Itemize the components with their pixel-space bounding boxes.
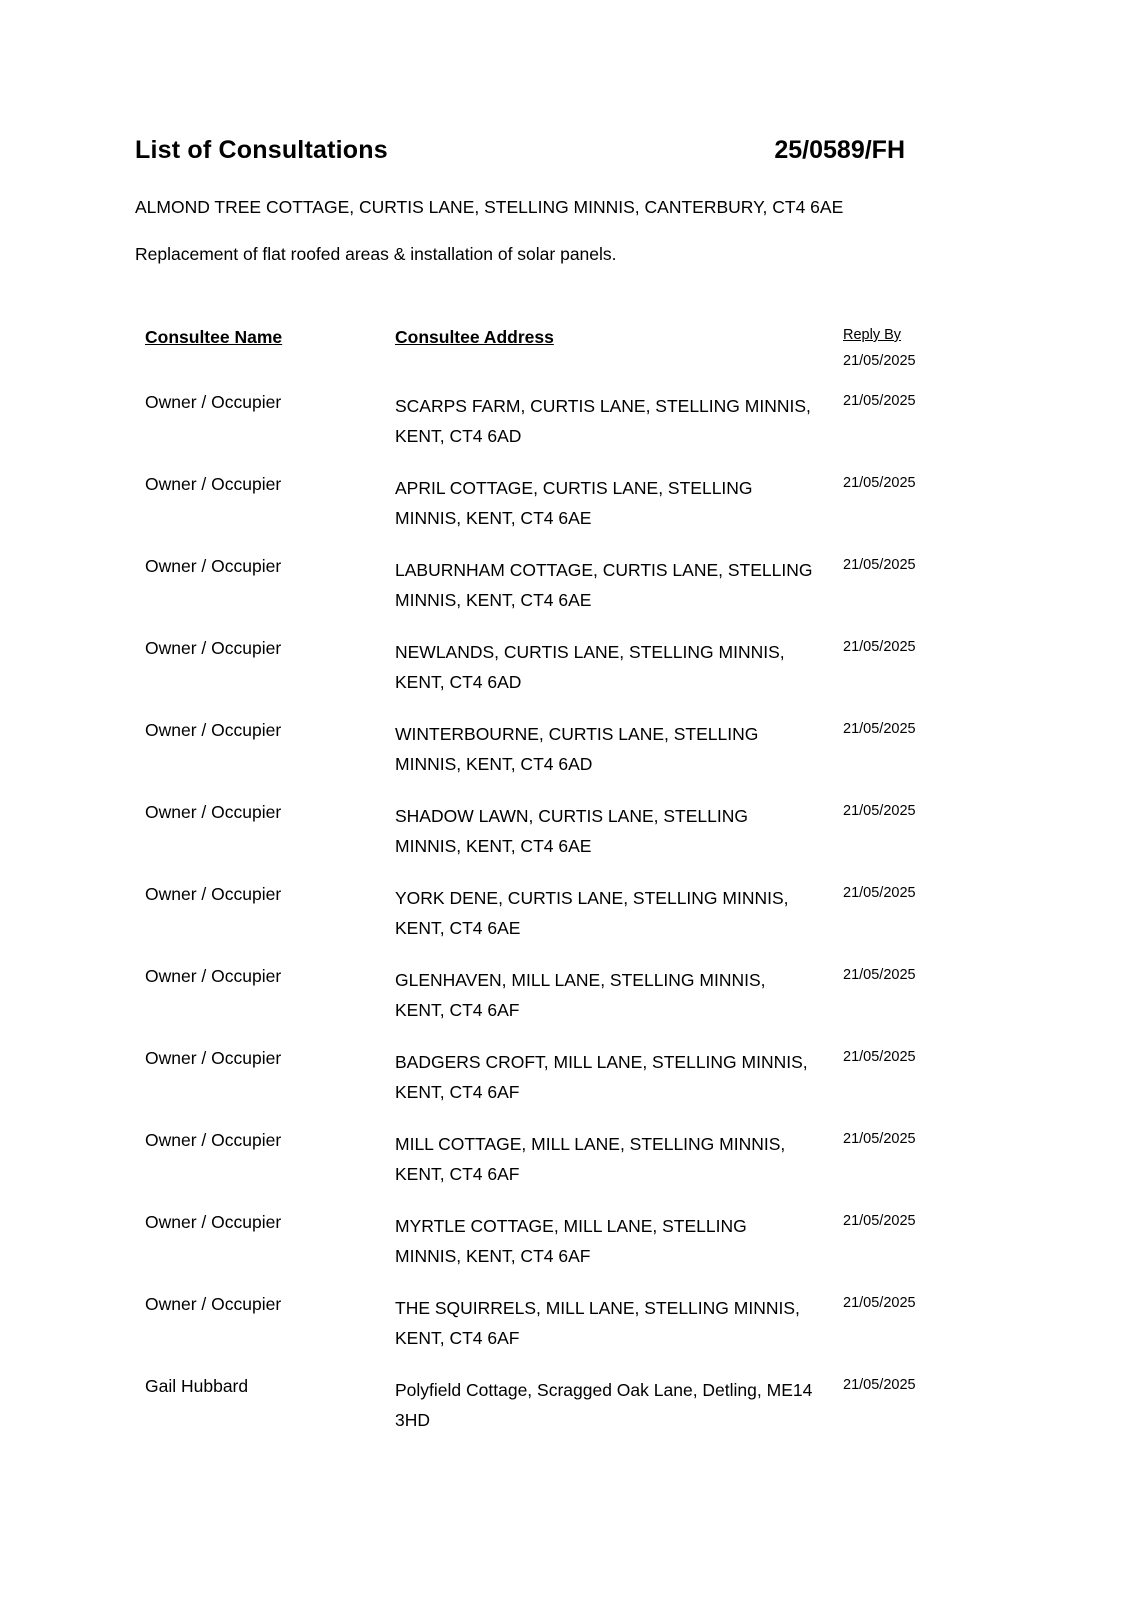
table-row: [145, 1211, 1005, 1271]
page-title: List of Consultations: [135, 136, 388, 164]
consultee-address-cell: WINTERBOURNE, CURTIS LANE, STELLING MINNIS, KENT, CT4 6AD: [395, 724, 759, 774]
reply-by-cell: 21/05/2025: [843, 1295, 916, 1311]
consultee-name-cell: Owner / Occupier: [145, 1294, 282, 1314]
consultations-table: [145, 327, 1005, 1435]
table-row: [145, 1047, 1005, 1107]
consultee-address-cell: APRIL COTTAGE, CURTIS LANE, STELLING MINNIS, KENT, CT4 6AE: [395, 478, 753, 528]
column-header-consultee-address: Consultee Address: [395, 327, 554, 347]
consultee-name-cell: Owner / Occupier: [145, 1130, 282, 1150]
table-row: [145, 391, 1005, 451]
title-row: [135, 136, 905, 165]
table-row: [145, 1129, 1005, 1189]
reply-by-cell: 21/05/2025: [843, 1377, 916, 1393]
consultee-name-cell: Owner / Occupier: [145, 884, 282, 904]
consultation-rows: [145, 391, 1005, 1435]
consultee-name-cell: Owner / Occupier: [145, 556, 282, 576]
reply-by-cell: 21/05/2025: [843, 1131, 916, 1147]
table-header-row: [145, 327, 1005, 369]
reply-by-cell: 21/05/2025: [843, 1213, 916, 1229]
reply-by-cell: 21/05/2025: [843, 393, 916, 409]
consultee-name-cell: Owner / Occupier: [145, 720, 282, 740]
reply-by-header-date: 21/05/2025: [843, 353, 916, 369]
table-row: [145, 883, 1005, 943]
table-row: [145, 555, 1005, 615]
table-row: [145, 801, 1005, 861]
consultee-address-cell: YORK DENE, CURTIS LANE, STELLING MINNIS, KENT, CT4 6AE: [395, 888, 789, 938]
reply-by-cell: 21/05/2025: [843, 967, 916, 983]
consultee-address-cell: GLENHAVEN, MILL LANE, STELLING MINNIS, KENT, CT4 6AF: [395, 970, 766, 1020]
table-row: [145, 1375, 1005, 1435]
consultee-name-cell: Owner / Occupier: [145, 392, 282, 412]
consultee-name-cell: Owner / Occupier: [145, 638, 282, 658]
consultee-address-cell: NEWLANDS, CURTIS LANE, STELLING MINNIS, KENT, CT4 6AD: [395, 642, 785, 692]
reply-by-cell: 21/05/2025: [843, 885, 916, 901]
consultee-name-cell: Owner / Occupier: [145, 474, 282, 494]
reply-by-cell: 21/05/2025: [843, 803, 916, 819]
proposal-description: Replacement of flat roofed areas & installation of solar panels.: [135, 244, 617, 264]
consultee-address-cell: LABURNHAM COTTAGE, CURTIS LANE, STELLING MINNIS, KENT, CT4 6AE: [395, 560, 813, 610]
consultee-name-cell: Owner / Occupier: [145, 966, 282, 986]
consultee-name-cell: Gail Hubbard: [145, 1376, 249, 1396]
consultee-name-cell: Owner / Occupier: [145, 1048, 282, 1068]
reply-by-cell: 21/05/2025: [843, 639, 916, 655]
reply-by-cell: 21/05/2025: [843, 721, 916, 737]
table-row: [145, 637, 1005, 697]
site-address: ALMOND TREE COTTAGE, CURTIS LANE, STELLING MINNIS, CANTERBURY, CT4 6AE: [135, 197, 844, 217]
consultee-address-cell: Polyfield Cottage, Scragged Oak Lane, Detling, ME14 3HD: [395, 1380, 813, 1430]
consultee-name-cell: Owner / Occupier: [145, 802, 282, 822]
table-row: [145, 965, 1005, 1025]
consultee-address-cell: MYRTLE COTTAGE, MILL LANE, STELLING MINNIS, KENT, CT4 6AF: [395, 1216, 747, 1266]
consultee-address-cell: SCARPS FARM, CURTIS LANE, STELLING MINNIS, KENT, CT4 6AD: [395, 396, 811, 446]
consultee-address-cell: THE SQUIRRELS, MILL LANE, STELLING MINNIS, KENT, CT4 6AF: [395, 1298, 800, 1348]
consultee-name-cell: Owner / Occupier: [145, 1212, 282, 1232]
application-reference: 25/0589/FH: [774, 136, 905, 164]
reply-by-label: Reply By: [843, 327, 902, 343]
table-row: [145, 1293, 1005, 1353]
consultee-address-cell: BADGERS CROFT, MILL LANE, STELLING MINNIS, KENT, CT4 6AF: [395, 1052, 808, 1102]
column-header-consultee-name: Consultee Name: [145, 327, 283, 347]
table-row: [145, 719, 1005, 779]
consultee-address-cell: MILL COTTAGE, MILL LANE, STELLING MINNIS, KENT, CT4 6AF: [395, 1134, 786, 1184]
reply-by-cell: 21/05/2025: [843, 475, 916, 491]
table-row: [145, 473, 1005, 533]
column-header-reply-by: [843, 327, 1005, 369]
reply-by-cell: 21/05/2025: [843, 557, 916, 573]
consultee-address-cell: SHADOW LAWN, CURTIS LANE, STELLING MINNIS, KENT, CT4 6AE: [395, 806, 748, 856]
reply-by-cell: 21/05/2025: [843, 1049, 916, 1065]
